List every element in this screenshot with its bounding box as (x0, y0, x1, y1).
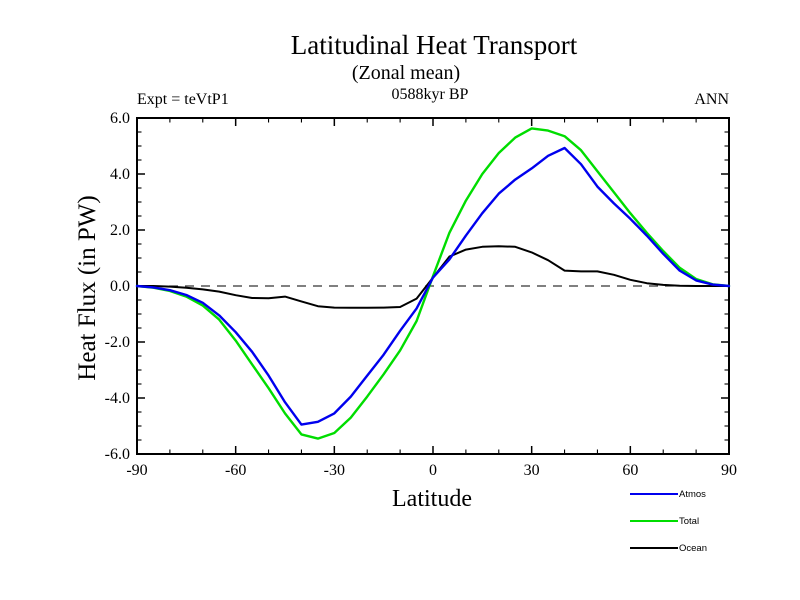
x-tick-label: -60 (225, 462, 247, 479)
x-tick-label: 60 (622, 462, 639, 479)
atmos-line-swatch (630, 493, 678, 495)
legend-item-total (630, 514, 707, 528)
y-tick-label: -2.0 (104, 334, 130, 351)
y-tick-label: 0.0 (110, 278, 130, 295)
chart-subtitle: (Zonal mean) (351, 62, 461, 84)
legend-item-ocean (630, 541, 707, 555)
series-line-total (137, 128, 729, 438)
experiment-label: Expt = teVtP1 (137, 91, 229, 108)
y-tick-label: -6.0 (104, 446, 130, 463)
y-tick-label: 6.0 (110, 110, 130, 127)
time-label: 0588kyr BP (391, 86, 469, 103)
ocean-line-swatch (630, 547, 678, 549)
x-tick-label: 30 (523, 462, 540, 479)
chart-title: Latitudinal Heat Transport (290, 30, 578, 60)
y-tick-label: -4.0 (104, 390, 130, 407)
total-line-swatch (630, 520, 678, 522)
x-axis-title: Latitude (392, 486, 472, 512)
legend-label-atmos: Atmos (679, 488, 706, 500)
x-tick-label: -30 (323, 462, 345, 479)
x-tick-label: 90 (721, 462, 737, 479)
x-tick-label: -90 (126, 462, 148, 479)
legend-label-total: Total (679, 515, 700, 527)
y-tick-label: 4.0 (110, 166, 130, 183)
season-label: ANN (694, 91, 729, 108)
legend-label-ocean: Ocean (679, 542, 707, 554)
legend-item-atmos (630, 487, 707, 501)
y-tick-label: 2.0 (110, 222, 130, 239)
y-axis-title: Heat Flux (in PW) (74, 195, 101, 381)
x-tick-label: 0 (429, 462, 437, 479)
legend (630, 487, 707, 568)
